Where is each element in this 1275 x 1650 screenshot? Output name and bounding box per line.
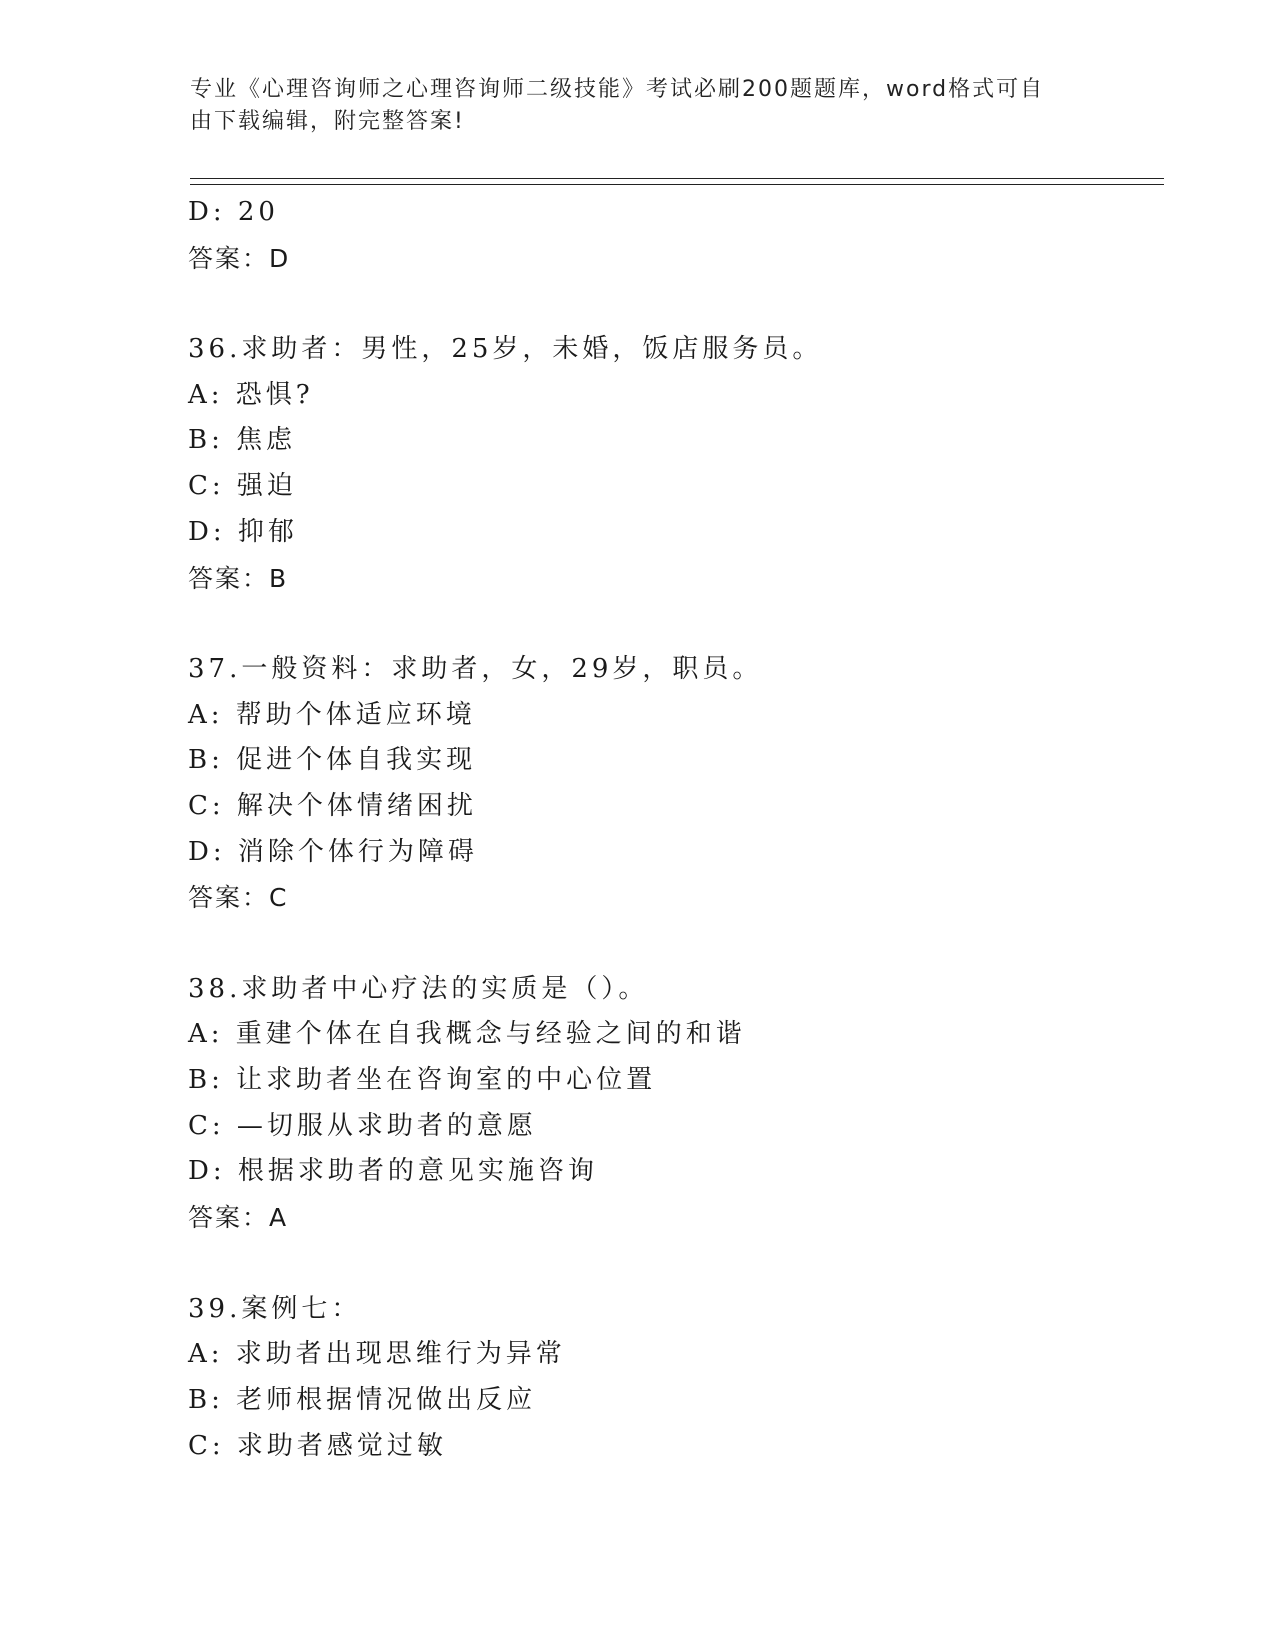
option-a: A: 恐惧? — [188, 379, 314, 410]
option-b: B: 促进个体自我实现 — [188, 745, 477, 776]
header-line-2: 由下载编辑，附完整答案! — [190, 109, 465, 134]
option-c: C: 解决个体情绪困扰 — [188, 790, 477, 821]
question-stem: 38.求助者中心疗法的实质是（）。 — [188, 973, 649, 1004]
prev-option-d: D: 20 — [188, 197, 279, 227]
option-b: B: 焦虑 — [188, 425, 297, 456]
header-divider-top — [190, 178, 1164, 179]
prev-answer: 答案：D — [188, 243, 291, 273]
question-39 — [188, 1287, 1148, 1470]
header-divider-bottom — [190, 184, 1164, 185]
option-d: D: 抑郁 — [188, 516, 298, 547]
answer: 答案：A — [188, 1203, 289, 1233]
option-c: C: 强迫 — [188, 471, 297, 502]
question-37 — [188, 647, 1148, 921]
answer: 答案：C — [188, 883, 289, 913]
header-line-1: 专业《心理咨询师之心理咨询师二级技能》考试必刷200题题库，word格式可自 — [190, 77, 1045, 102]
question-stem: 36.求助者：男性，25岁，未婚，饭店服务员。 — [188, 334, 823, 365]
option-d: D: 根据求助者的意见实施咨询 — [188, 1156, 598, 1187]
option-b: B: 老师根据情况做出反应 — [188, 1384, 537, 1415]
spacer — [188, 601, 1148, 647]
answer: 答案：B — [188, 563, 289, 593]
option-a: A: 求助者出现思维行为异常 — [188, 1339, 566, 1370]
question-stem: 37.一般资料：求助者，女，29岁，职员。 — [188, 653, 763, 684]
spacer — [188, 921, 1148, 967]
spacer — [188, 281, 1148, 327]
option-a: A: 帮助个体适应环境 — [188, 699, 476, 730]
question-36 — [188, 327, 1148, 601]
option-b: B: 让求助者坐在咨询室的中心位置 — [188, 1065, 657, 1096]
document-body — [188, 190, 1148, 1469]
spacer — [188, 1241, 1148, 1287]
option-c: C: —切服从求助者的意愿 — [188, 1110, 537, 1141]
question-38 — [188, 967, 1148, 1241]
question-stem: 39.案例七： — [188, 1293, 362, 1324]
document-header — [190, 74, 1070, 138]
option-c: C: 求助者感觉过敏 — [188, 1430, 447, 1461]
option-d: D: 消除个体行为障碍 — [188, 836, 478, 867]
option-a: A: 重建个体在自我概念与经验之间的和谐 — [188, 1019, 746, 1050]
